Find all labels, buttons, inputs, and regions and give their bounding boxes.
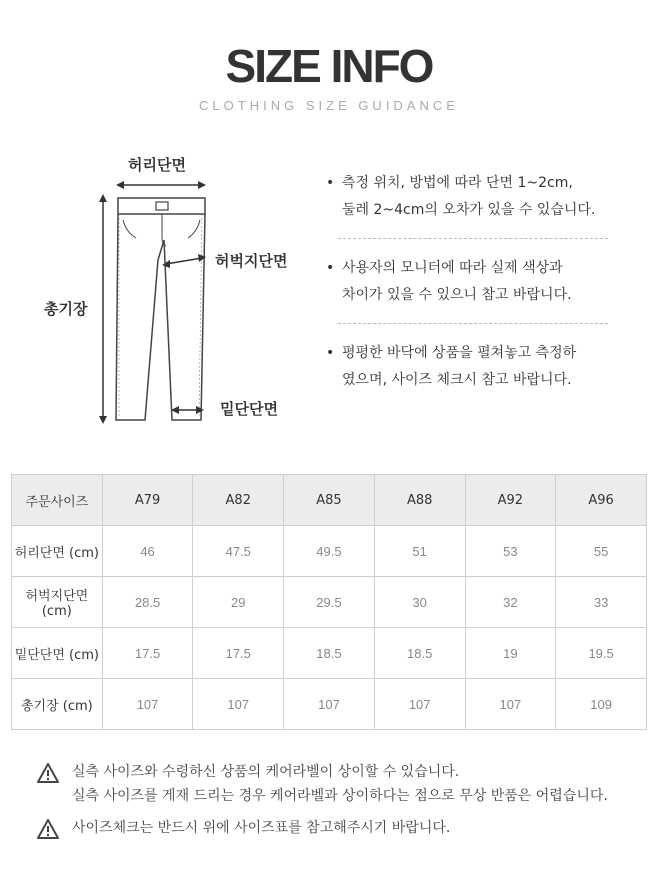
table-cell: 49.5 (284, 526, 375, 577)
warning-line: 실측 사이즈와 수령하신 상품의 케어라벨이 상이할 수 있습니다. (72, 764, 460, 780)
bullet-dot-icon: • (326, 345, 335, 361)
table-row (12, 577, 647, 628)
warning-triangle-icon (36, 818, 60, 840)
divider (338, 323, 608, 324)
row-label: 허리단면 (cm) (12, 526, 103, 577)
table-cell: 55 (556, 526, 647, 577)
table-cell: 47.5 (193, 526, 284, 577)
thigh-label: 허벅지단면 (215, 252, 288, 270)
note-item (320, 255, 640, 309)
table-cell: 107 (465, 679, 556, 730)
hem-label: 밑단단면 (220, 400, 278, 418)
row-label: 허벅지단면 (cm) (12, 577, 103, 628)
column-header: 주문사이즈 (12, 475, 103, 526)
note-item (320, 170, 640, 224)
warning-line: 실측 사이즈를 게재 드리는 경우 케어라벨과 상이하다는 점으로 무상 반품은 어렵습니다. (72, 788, 608, 804)
table-header-row (12, 475, 647, 526)
note-line: 측정 위치, 방법에 따라 단면 1~2cm, (342, 175, 573, 191)
table-cell: 109 (556, 679, 647, 730)
warning-triangle-icon (36, 762, 60, 784)
table-row (12, 628, 647, 679)
table-cell: 53 (465, 526, 556, 577)
column-header: A96 (556, 475, 647, 526)
column-header: A88 (374, 475, 465, 526)
column-header: A82 (193, 475, 284, 526)
table-cell: 46 (102, 526, 193, 577)
note-line: 둘레 2~4cm의 오차가 있을 수 있습니다. (342, 202, 596, 218)
column-header: A79 (102, 475, 193, 526)
page-title: SIZE INFO (225, 40, 433, 92)
table-row (12, 526, 647, 577)
table-cell: 33 (556, 577, 647, 628)
table-cell: 19.5 (556, 628, 647, 679)
warning-line: 사이즈체크는 반드시 위에 사이즈표를 참고해주시기 바랍니다. (72, 820, 451, 836)
table-cell: 107 (374, 679, 465, 730)
note-line: 사용자의 모니터에 따라 실제 색상과 (342, 260, 563, 276)
table-cell: 30 (374, 577, 465, 628)
warning-text (72, 816, 450, 840)
row-label: 총기장 (cm) (12, 679, 103, 730)
note-line: 였으며, 사이즈 체크시 참고 바랍니다. (342, 372, 572, 388)
divider (338, 238, 608, 239)
bullet-dot-icon: • (326, 175, 335, 191)
note-item (320, 340, 640, 394)
table-cell: 32 (465, 577, 556, 628)
table-cell: 29 (193, 577, 284, 628)
table-cell: 107 (193, 679, 284, 730)
column-header: A85 (284, 475, 375, 526)
page-subtitle: CLOTHING SIZE GUIDANCE (199, 98, 459, 113)
notes-list (320, 170, 640, 394)
size-table (11, 474, 647, 730)
table-cell: 17.5 (102, 628, 193, 679)
table-cell: 51 (374, 526, 465, 577)
note-line: 평평한 바닥에 상품을 펼쳐놓고 측정하 (342, 345, 577, 361)
table-cell: 17.5 (193, 628, 284, 679)
length-label: 총기장 (44, 300, 88, 318)
pants-diagram (0, 140, 320, 460)
table-cell: 28.5 (102, 577, 193, 628)
bullet-dot-icon: • (326, 260, 335, 276)
table-cell: 19 (465, 628, 556, 679)
table-cell: 107 (102, 679, 193, 730)
waist-label: 허리단면 (128, 156, 186, 174)
note-line: 차이가 있을 수 있으니 참고 바랍니다. (342, 287, 572, 303)
table-row (12, 679, 647, 730)
row-label: 밑단단면 (cm) (12, 628, 103, 679)
table-cell: 29.5 (284, 577, 375, 628)
table-cell: 107 (284, 679, 375, 730)
warning-text (72, 760, 608, 808)
table-cell: 18.5 (374, 628, 465, 679)
table-cell: 18.5 (284, 628, 375, 679)
column-header: A92 (465, 475, 556, 526)
